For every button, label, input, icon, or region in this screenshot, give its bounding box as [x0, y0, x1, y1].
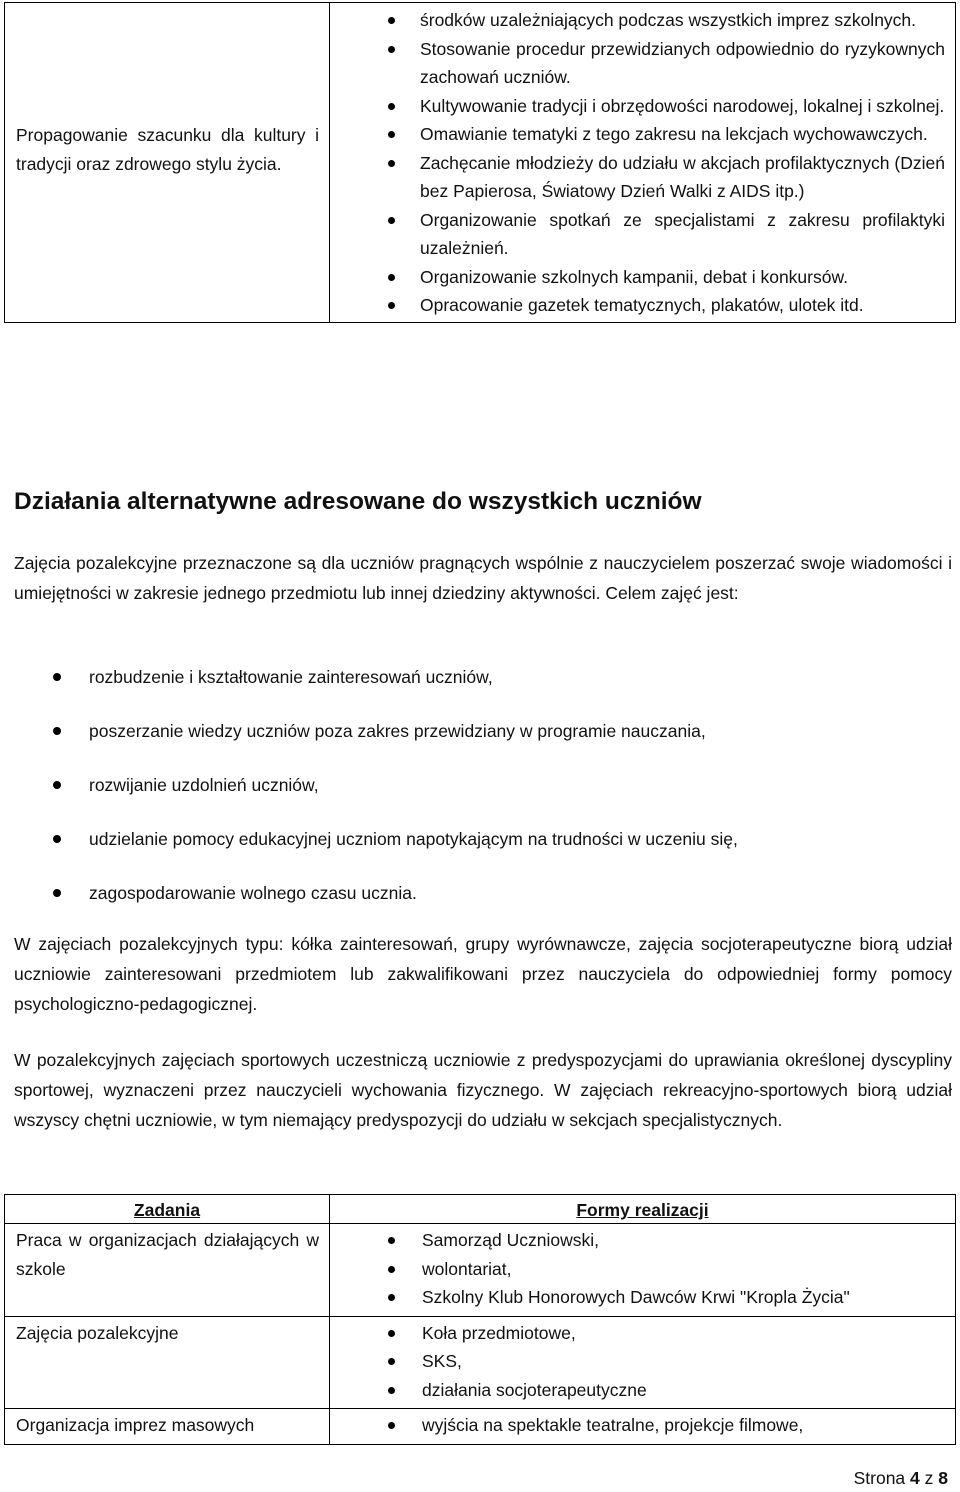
top-table [4, 2, 956, 323]
list-item: wolontariat, [20, 1255, 945, 1284]
list-item: Omawianie tematyki z tego zakresu na lekcjach wychowawczych. [330, 120, 945, 149]
forms-cell [330, 1409, 956, 1445]
list-item: rozwijanie uzdolnień uczniów, [14, 770, 952, 824]
top-table-forms-list [330, 6, 945, 320]
bottom-table [4, 1194, 956, 1445]
current-page: 4 [910, 1468, 920, 1488]
paragraph-sports: W pozalekcyjnych zajęciach sportowych uczestniczą uczniowie z predyspozycjami do uprawiania określonej dyscypliny sportowej, wyznaczeni przez nauczycieli wychowania fizycznego. W zajęciach rekreacyjno-sportowych biorą udział wszyscy chętni uczniowie, w tym niemający predyspozycji do udziału w sekcjach specjalistycznych. [14, 1050, 952, 1130]
top-table-forms-cell [330, 3, 956, 323]
task-cell: Zajęcia pozalekcyjne [5, 1316, 330, 1409]
list-item: poszerzanie wiedzy uczniów poza zakres przewidziany w programie nauczania, [14, 716, 952, 770]
list-item: działania socjoterapeutyczne [20, 1376, 945, 1405]
list-item: Szkolny Klub Honorowych Dawców Krwi "Kropla Życia" [20, 1283, 945, 1312]
list-item: rozbudzenie i kształtowanie zainteresowań uczniów, [14, 662, 952, 716]
forms-cell [330, 1316, 956, 1409]
list-item: środków uzależniających podczas wszystkich imprez szkolnych. [330, 6, 945, 35]
paragraph-extracurricular: W zajęciach pozalekcyjnych typu: kółka zainteresowań, grupy wyrównawcze, zajęcia socjoterapeutyczne biorą udział uczniowie zainteresowani przedmiotem lub zakwalifikowani przez nauczyciela do odpowiedniej formy pomocy psychologiczno-pedagogicznej. [14, 934, 952, 1014]
header-forms: Formy realizacji [330, 1195, 956, 1224]
forms-cell [330, 1224, 956, 1317]
page-separator: z [924, 1468, 934, 1488]
section-heading: Działania alternatywne adresowane do wszystkich uczniów [14, 488, 702, 515]
list-item: wyjścia na spektakle teatralne, projekcje filmowe, [20, 1411, 945, 1440]
list-item: Zachęcanie młodzieży do udziału w akcjach profilaktycznych (Dzień bez Papierosa, Światowy Dzień Walki z AIDS itp.) [330, 149, 945, 206]
list-item: Organizowanie spotkań ze specjalistami z zakresu profilaktyki uzależnień. [330, 206, 945, 263]
intro-paragraph: Zajęcia pozalekcyjne przeznaczone są dla uczniów pragnących wspólnie z nauczycielem poszerzać swoje wiadomości i umiejętności w zakresie jednego przedmiotu lub innej dziedziny aktywności. Celem zajęć jest: [14, 553, 952, 603]
total-pages: 8 [938, 1468, 948, 1488]
task-cell: Praca w organizacjach działających w szkole [5, 1224, 330, 1317]
list-item: zagospodarowanie wolnego czasu ucznia. [14, 878, 952, 932]
page-number [854, 1465, 948, 1491]
list-item: Stosowanie procedur przewidzianych odpowiednio do ryzykownych zachowań uczniów. [330, 35, 945, 92]
list-item: SKS, [20, 1347, 945, 1376]
top-table-task-cell: Propagowanie szacunku dla kultury i tradycji oraz zdrowego stylu życia. [5, 3, 330, 323]
forms-list [330, 1411, 945, 1440]
page-label: Strona [853, 1468, 906, 1488]
header-tasks: Zadania [5, 1195, 330, 1224]
goals-list [14, 662, 952, 932]
task-cell: Organizacja imprez masowych [5, 1409, 330, 1445]
list-item: Organizowanie szkolnych kampanii, debat i konkursów. [330, 263, 945, 292]
list-item: udzielanie pomocy edukacyjnej uczniom napotykającym na trudności w uczeniu się, [14, 824, 952, 878]
list-item: Samorząd Uczniowski, [20, 1226, 945, 1255]
list-item: Koła przedmiotowe, [20, 1319, 945, 1348]
forms-list [330, 1319, 945, 1405]
forms-list [330, 1226, 945, 1312]
list-item: Kultywowanie tradycji i obrzędowości narodowej, lokalnej i szkolnej. [330, 92, 945, 121]
list-item: Opracowanie gazetek tematycznych, plakatów, ulotek itd. [330, 291, 945, 320]
